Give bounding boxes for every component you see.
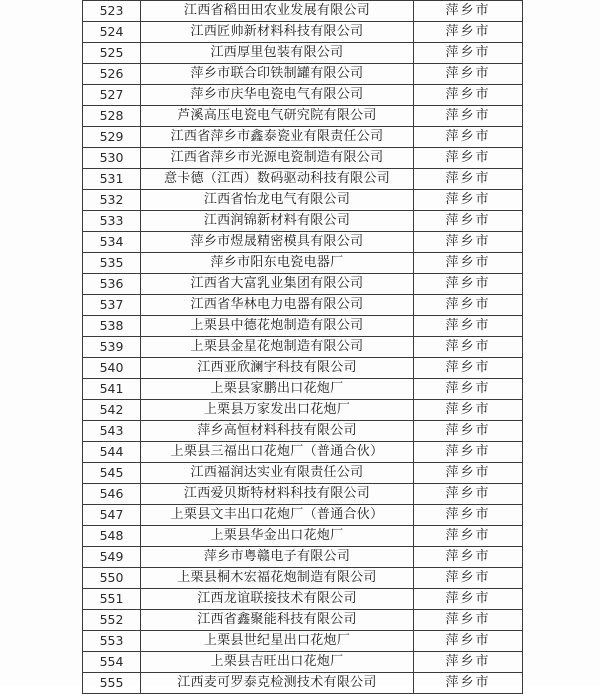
table-row [83,127,523,148]
company-name-cell: 上栗县吉旺出口花炮厂 [141,652,414,673]
company-name-cell: 上栗县三福出口花炮厂（普通合伙） [141,442,414,463]
row-number-cell: 537 [83,295,141,316]
row-number-cell: 543 [83,421,141,442]
city-cell: 萍乡市 [414,400,523,421]
table-row [83,652,523,673]
city-cell: 萍乡市 [414,337,523,358]
city-cell: 萍乡市 [414,673,523,694]
table-row [83,505,523,526]
row-number-cell: 544 [83,442,141,463]
company-name-cell: 上栗县桐木宏福花炮制造有限公司 [141,568,414,589]
table-row [83,232,523,253]
company-name-cell: 上栗县华金出口花炮厂 [141,526,414,547]
table-row [83,43,523,64]
city-cell: 萍乡市 [414,316,523,337]
city-cell: 萍乡市 [414,484,523,505]
city-cell: 萍乡市 [414,463,523,484]
table-row [83,190,523,211]
city-cell: 萍乡市 [414,211,523,232]
table-row [83,526,523,547]
company-name-cell: 江西匠帅新材料科技有限公司 [141,22,414,43]
row-number-cell: 534 [83,232,141,253]
row-number-cell: 555 [83,673,141,694]
company-name-cell: 萍乡市阳东电瓷电器厂 [141,253,414,274]
company-name-cell: 芦溪高压电瓷电气研究院有限公司 [141,106,414,127]
city-cell: 萍乡市 [414,421,523,442]
table-row [83,85,523,106]
company-name-cell: 江西亚欣澜宇科技有限公司 [141,358,414,379]
company-name-cell: 江西省稻田田农业发展有限公司 [141,1,414,22]
row-number-cell: 552 [83,610,141,631]
company-name-cell: 江西麦可罗泰克检测技术有限公司 [141,673,414,694]
row-number-cell: 549 [83,547,141,568]
table-row [83,169,523,190]
table-row [83,610,523,631]
company-name-cell: 上栗县金星花炮制造有限公司 [141,337,414,358]
company-name-cell: 萍乡高恒材料科技有限公司 [141,421,414,442]
company-name-cell: 江西爱贝斯特材料科技有限公司 [141,484,414,505]
city-cell: 萍乡市 [414,652,523,673]
row-number-cell: 553 [83,631,141,652]
table-row [83,274,523,295]
row-number-cell: 545 [83,463,141,484]
company-name-cell: 萍乡市煜晟精密模具有限公司 [141,232,414,253]
city-cell: 萍乡市 [414,22,523,43]
company-name-cell: 江西省怡龙电气有限公司 [141,190,414,211]
city-cell: 萍乡市 [414,358,523,379]
city-cell: 萍乡市 [414,526,523,547]
row-number-cell: 523 [83,1,141,22]
city-cell: 萍乡市 [414,274,523,295]
table-row [83,631,523,652]
company-name-cell: 上栗县世纪星出口花炮厂 [141,631,414,652]
row-number-cell: 530 [83,148,141,169]
city-cell: 萍乡市 [414,127,523,148]
city-cell: 萍乡市 [414,232,523,253]
city-cell: 萍乡市 [414,106,523,127]
table-row [83,253,523,274]
row-number-cell: 528 [83,106,141,127]
table-row [83,442,523,463]
city-cell: 萍乡市 [414,43,523,64]
table-row [83,337,523,358]
row-number-cell: 527 [83,85,141,106]
company-name-cell: 江西福润达实业有限责任公司 [141,463,414,484]
table-row [83,589,523,610]
table-row [83,484,523,505]
table-row [83,295,523,316]
table-row [83,22,523,43]
city-cell: 萍乡市 [414,295,523,316]
table-row [83,106,523,127]
company-name-cell: 上栗县文丰出口花炮厂（普通合伙） [141,505,414,526]
city-cell: 萍乡市 [414,190,523,211]
row-number-cell: 535 [83,253,141,274]
row-number-cell: 546 [83,484,141,505]
city-cell: 萍乡市 [414,505,523,526]
table-row [83,421,523,442]
table-row [83,463,523,484]
city-cell: 萍乡市 [414,64,523,85]
row-number-cell: 540 [83,358,141,379]
city-cell: 萍乡市 [414,148,523,169]
company-name-cell: 江西省鑫聚能科技有限公司 [141,610,414,631]
table-row [83,316,523,337]
table-row [83,358,523,379]
roster-body [83,1,523,694]
city-cell: 萍乡市 [414,442,523,463]
row-number-cell: 547 [83,505,141,526]
company-name-cell: 萍乡市粤赣电子有限公司 [141,547,414,568]
company-name-cell: 江西省华林电力电器有限公司 [141,295,414,316]
row-number-cell: 536 [83,274,141,295]
row-number-cell: 538 [83,316,141,337]
company-name-cell: 江西龙谊联接技术有限公司 [141,589,414,610]
table-row [83,568,523,589]
row-number-cell: 531 [83,169,141,190]
row-number-cell: 551 [83,589,141,610]
company-roster-table [82,0,523,694]
row-number-cell: 532 [83,190,141,211]
city-cell: 萍乡市 [414,379,523,400]
table-row [83,1,523,22]
company-name-cell: 江西省萍乡市光源电瓷制造有限公司 [141,148,414,169]
city-cell: 萍乡市 [414,631,523,652]
company-name-cell: 萍乡市庆华电瓷电气有限公司 [141,85,414,106]
table-row [83,547,523,568]
table-row [83,64,523,85]
company-name-cell: 江西厚里包装有限公司 [141,43,414,64]
city-cell: 萍乡市 [414,1,523,22]
company-name-cell: 江西省大富乳业集团有限公司 [141,274,414,295]
company-name-cell: 上栗县家鹏出口花炮厂 [141,379,414,400]
company-name-cell: 江西润锦新材料有限公司 [141,211,414,232]
row-number-cell: 524 [83,22,141,43]
row-number-cell: 541 [83,379,141,400]
company-name-cell: 意卡德（江西）数码驱动科技有限公司 [141,169,414,190]
city-cell: 萍乡市 [414,568,523,589]
row-number-cell: 529 [83,127,141,148]
city-cell: 萍乡市 [414,85,523,106]
row-number-cell: 548 [83,526,141,547]
row-number-cell: 542 [83,400,141,421]
city-cell: 萍乡市 [414,169,523,190]
table-row [83,148,523,169]
row-number-cell: 533 [83,211,141,232]
city-cell: 萍乡市 [414,589,523,610]
company-name-cell: 上栗县万家发出口花炮厂 [141,400,414,421]
city-cell: 萍乡市 [414,253,523,274]
row-number-cell: 539 [83,337,141,358]
table-row [83,211,523,232]
row-number-cell: 526 [83,64,141,85]
city-cell: 萍乡市 [414,547,523,568]
table-row [83,673,523,694]
table-row [83,400,523,421]
row-number-cell: 550 [83,568,141,589]
company-name-cell: 萍乡市联合印铁制罐有限公司 [141,64,414,85]
company-name-cell: 上栗县中德花炮制造有限公司 [141,316,414,337]
row-number-cell: 525 [83,43,141,64]
company-name-cell: 江西省萍乡市鑫泰瓷业有限责任公司 [141,127,414,148]
row-number-cell: 554 [83,652,141,673]
table-row [83,379,523,400]
city-cell: 萍乡市 [414,610,523,631]
